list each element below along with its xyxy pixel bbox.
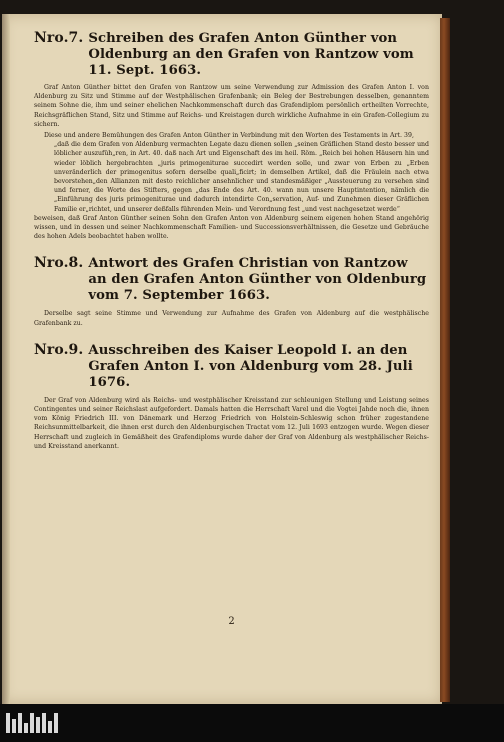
page-content: [34, 30, 429, 627]
entry-title: Ausschreiben des Kaiser Leopold I. an den Grafen Anton I. von Aldenburg vom 28. Juli 1676.: [88, 342, 413, 390]
entry-number: Nro.7.: [34, 30, 84, 46]
entry-paragraph: Derselbe sagt seine Stimme und Verwendung zur Aufnahme des Grafen von Aldenburg auf die westphälische Grafenbank zu.: [34, 310, 429, 327]
entry-paragraph: Der Graf von Aldenburg wird als Reichs- und westphälischer Kreisstand zur schleunigen Stellung und Leistung seines Contingentes und seiner Reichslast aufgefordert. Damals hatten die Herrschaft Varel und die Vogtei Jahde noch die, ihnen vom König Friedrich III. von Dänemark und Herzog Friedrich von Holstein-Schleswig schon früher zugestandene Reichsunmittelbarkeit, die ihnen erst durch den Aldenburgischen Tractat vom 12. Juli 1693 entzogen wurde. Wegen dieser Herrschaft und zugleich in Gemäßheit des Grafendiploms wurde daher der Graf von Aldenburg als westphälischer Reichs- und Kreisstand anerkannt.: [34, 396, 429, 450]
entry-number: Nro.8.: [34, 255, 84, 272]
entry-paragraph: Graf Anton Günther bittet den Grafen von Rantzow um seine Verwendung zur Admission des Grafen Anton I. von Aldenburg zu Sitz und Stimme auf der Westphälischen Grafenbank; ein Beleg der Bestrebungen desselben, genanntem seinem Sohne die, ihm und seiner ehelichen Nachkommenschaft durch das Grafendiplom persönlich ertheilten Vorrechte, Reichsgräflichen Stand, Sitz und Stimme auf Reichs- und Kreistagen durch wirkliche Aufnahme in ein Grafen-Collegium zu sichern.: [34, 84, 429, 128]
entry-title: Antwort des Grafen Christian von Rantzow an den Grafen Anton Günther von Oldenburg vom 7. September 1663.: [88, 256, 427, 304]
entry-heading: [34, 30, 429, 79]
page-number: 2: [228, 616, 235, 627]
library-logo-icon: [6, 713, 58, 733]
entry-nro-9: [34, 342, 429, 451]
entry-number: Nro.9.: [34, 341, 84, 358]
page-gutter: [2, 14, 10, 704]
entry-title: Schreiben des Grafen Anton Günther von Oldenburg an den Grafen von Rantzow vom 11. Sept. 1663.: [88, 31, 414, 78]
entry-heading: [34, 342, 429, 391]
entry-nro-7: [34, 30, 429, 241]
scan-footer-bar: [0, 704, 504, 742]
entry-closing: beweisen, daß Graf Anton Günther seinen Sohn den Grafen Anton von Aldenburg seinem eigenen hohen Stand angehörig wissen, und in dessen und seiner Nachkommenschaft Familien- und Successionsverhältnissen, die Gesetze und Gebräuche des hohen Adels beobachtet haben wollte.: [34, 214, 429, 241]
entry-paragraph: Diese und andere Bemühungen des Grafen Anton Günther in Verbindung mit den Worten des Testaments in Art. 39,: [44, 132, 415, 140]
entry-nro-8: [34, 255, 429, 327]
testament-quote: „daß die dem Grafen von Aldenburg vermachten Legate dazu dienen sollen „seinen Gräflichen Stand desto besser und löblicher auszufüh„ren, in Art. 40. daß nach Art und Eigenschaft des im heil. Röm. „Reich bei hohen Häusern hin und wieder löblich hergebrachten „juris primogeniturae succedirt werden solle, und zwar von Erben zu „Erben unveränderlich der primogenitus sofern derselbe quali„ficirt; in demselben Artikel, daß die Fräulein nach etwa bevorstehen„den Allianzen mit desto reichlicher ansehnlicher und standesmäßiger „Aussteuerung zu versehen sind und ferner, die Worte des Stifters, gegen „das Ende des Art. 40. wann nun unsere Hauptintention, nämlich die „Einführung des juris primogeniturae und dadurch intendirte Con„servation, Auf- und Zunehmen dieser Gräflichen Familie er„richtet, und unserer deßfalls führenden Mein- und Verordnung fest „und vest nachgesetzet werde“: [54, 141, 429, 213]
book-cover-edge: [440, 18, 450, 702]
entry-heading: [34, 255, 429, 304]
